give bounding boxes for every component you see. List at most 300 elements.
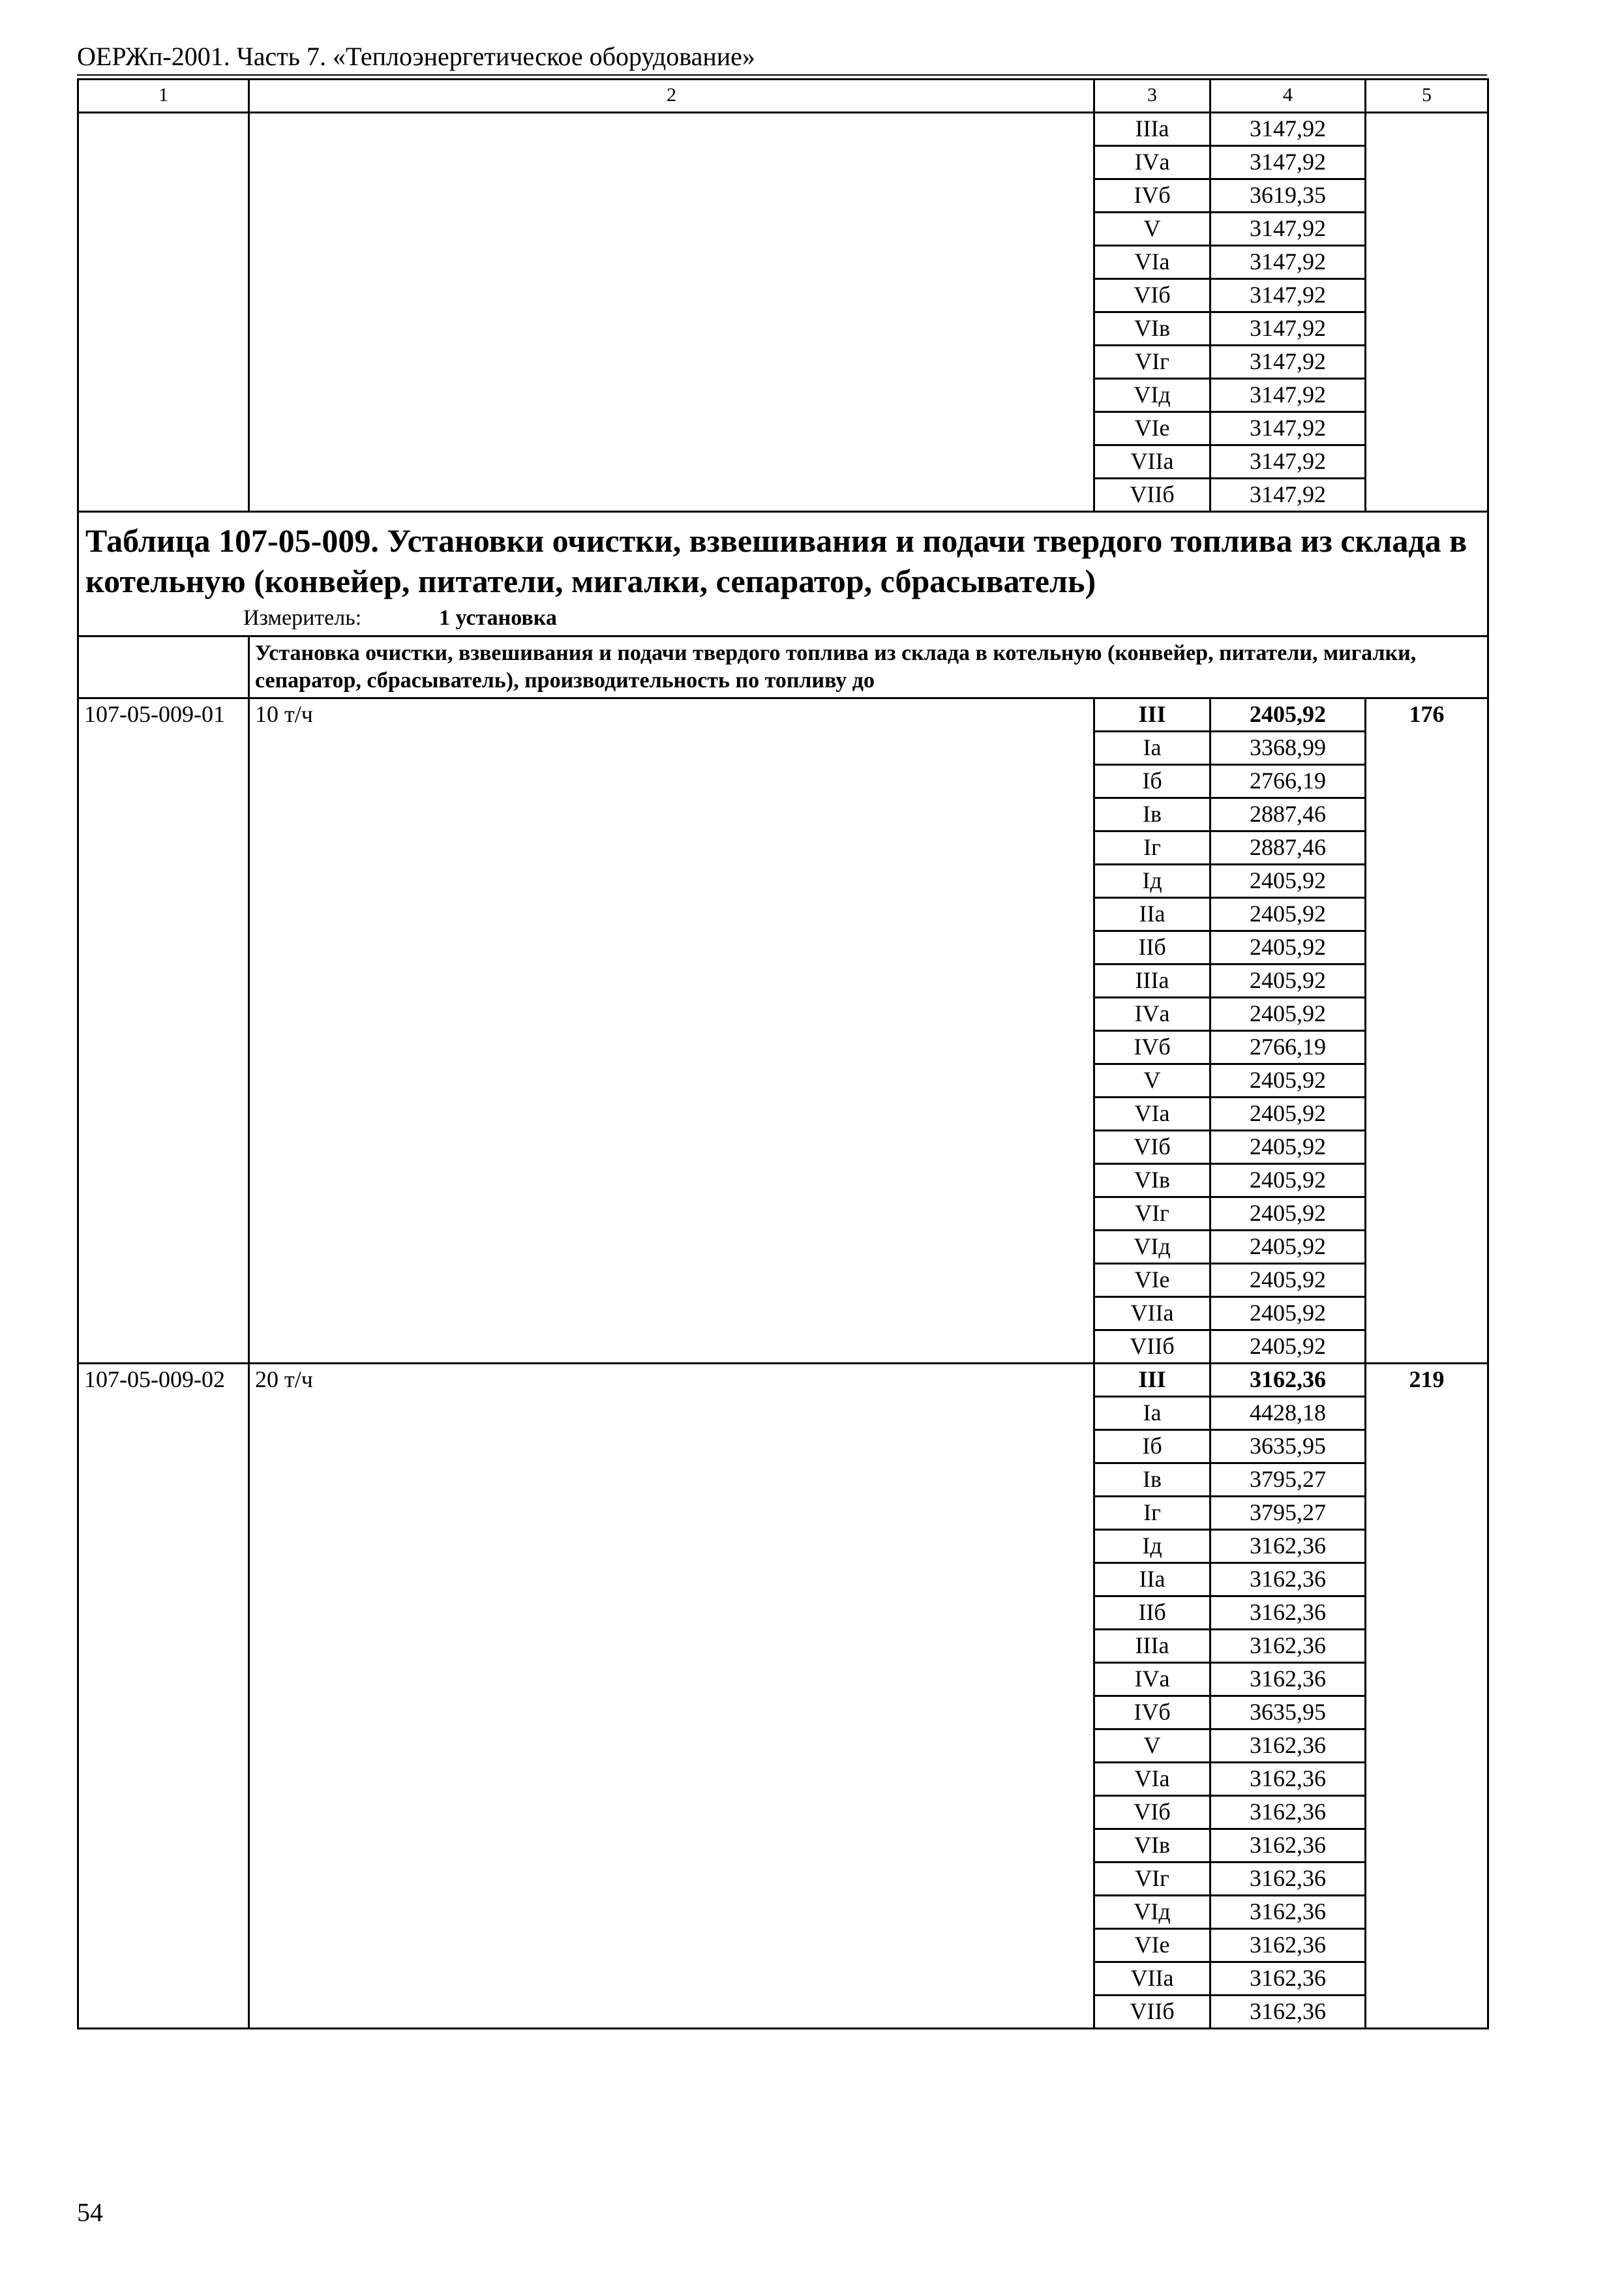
price-cell: 2405,92 xyxy=(1210,1297,1366,1330)
entry-name-cell xyxy=(249,1264,1094,1297)
entry-name-cell xyxy=(249,965,1094,998)
price-cell: 3147,92 xyxy=(1210,445,1366,479)
entry-code-cell xyxy=(78,1729,249,1763)
entry-row xyxy=(78,1197,1488,1231)
price-cell: 2405,92 xyxy=(1210,1131,1366,1164)
continuation-row xyxy=(78,113,1488,146)
continuation-row xyxy=(78,213,1488,246)
meter-label: Измеритель: xyxy=(243,606,362,630)
labor-cell xyxy=(1366,898,1488,931)
price-cell: 3147,92 xyxy=(1210,312,1366,346)
zone-cell: IVб xyxy=(1094,1696,1210,1729)
zone-cell: VIIа xyxy=(1094,1962,1210,1996)
entry-name-cell xyxy=(249,312,1094,346)
zone-cell: VIд xyxy=(1094,1896,1210,1929)
entry-name-cell xyxy=(249,1962,1094,1996)
entry-name-cell xyxy=(249,279,1094,312)
price-table xyxy=(77,78,1489,2029)
entry-code-cell xyxy=(78,213,249,246)
entry-name-cell xyxy=(249,1231,1094,1264)
entry-name-cell xyxy=(249,1763,1094,1796)
entry-row xyxy=(78,1231,1488,1264)
labor-cell xyxy=(1366,965,1488,998)
zone-cell: VIб xyxy=(1094,279,1210,312)
entry-name-cell: 20 т/ч xyxy=(249,1364,1094,1397)
table-title: Таблица 107-05-009. Установки очистки, взвешивания и подачи твердого топлива из склада в котельную (конвейер, питатели, мигалки, сепаратор, сбрасыватель) xyxy=(85,522,1467,599)
continuation-row xyxy=(78,279,1488,312)
labor-cell xyxy=(1366,1962,1488,1996)
zone-cell: VIб xyxy=(1094,1131,1210,1164)
labor-cell xyxy=(1366,1863,1488,1896)
price-cell: 3147,92 xyxy=(1210,346,1366,379)
continuation-row xyxy=(78,412,1488,445)
zone-cell: VIб xyxy=(1094,1796,1210,1829)
entry-name-cell xyxy=(249,1796,1094,1829)
zone-cell: VIе xyxy=(1094,1929,1210,1962)
zone-cell: VIв xyxy=(1094,1164,1210,1197)
labor-cell xyxy=(1366,1929,1488,1962)
price-cell: 3147,92 xyxy=(1210,113,1366,146)
entry-code-cell xyxy=(78,1231,249,1264)
entry-code-cell xyxy=(78,831,249,865)
zone-cell: VIа xyxy=(1094,246,1210,279)
entry-row xyxy=(78,1763,1488,1796)
entry-row xyxy=(78,1996,1488,2029)
entry-name-cell xyxy=(249,1064,1094,1098)
zone-cell: IVа xyxy=(1094,998,1210,1031)
entry-name-cell xyxy=(249,1996,1094,2029)
labor-cell xyxy=(1366,1131,1488,1164)
price-cell: 3147,92 xyxy=(1210,479,1366,512)
entry-code-cell xyxy=(78,146,249,179)
price-cell: 3147,92 xyxy=(1210,412,1366,445)
entry-name-cell xyxy=(249,1031,1094,1064)
entry-name-cell xyxy=(249,246,1094,279)
entry-name-cell xyxy=(249,1829,1094,1863)
labor-cell xyxy=(1366,346,1488,379)
entry-name-cell xyxy=(249,1463,1094,1497)
price-cell: 2405,92 xyxy=(1210,1064,1366,1098)
price-cell: 3162,36 xyxy=(1210,1829,1366,1863)
labor-cell xyxy=(1366,1197,1488,1231)
price-cell: 3162,36 xyxy=(1210,1863,1366,1896)
entry-name-cell xyxy=(249,213,1094,246)
zone-cell: IIб xyxy=(1094,1596,1210,1630)
column-number-row xyxy=(78,80,1488,113)
labor-cell xyxy=(1366,312,1488,346)
price-cell: 3162,36 xyxy=(1210,1929,1366,1962)
price-cell: 2766,19 xyxy=(1210,1031,1366,1064)
zone-cell: VIв xyxy=(1094,312,1210,346)
entry-row xyxy=(78,765,1488,798)
entry-row xyxy=(78,898,1488,931)
entry-code-cell xyxy=(78,1763,249,1796)
entry-name-cell xyxy=(249,1696,1094,1729)
entry-row xyxy=(78,1463,1488,1497)
labor-cell xyxy=(1366,1064,1488,1098)
labor-cell xyxy=(1366,1996,1488,2029)
entry-row xyxy=(78,1430,1488,1463)
labor-cell xyxy=(1366,1430,1488,1463)
entry-name-cell xyxy=(249,1098,1094,1131)
entry-code-cell xyxy=(78,246,249,279)
description-row xyxy=(78,636,1488,698)
labor-cell xyxy=(1366,1596,1488,1630)
zone-cell: VIг xyxy=(1094,346,1210,379)
entry-name-cell xyxy=(249,146,1094,179)
entry-row xyxy=(78,1064,1488,1098)
entry-row xyxy=(78,1164,1488,1197)
price-cell: 2405,92 xyxy=(1210,1098,1366,1131)
price-cell: 3147,92 xyxy=(1210,379,1366,412)
zone-cell: VIIа xyxy=(1094,1297,1210,1330)
entry-name-cell xyxy=(249,412,1094,445)
entry-code-cell xyxy=(78,346,249,379)
price-cell: 3162,36 xyxy=(1210,1962,1366,1996)
entry-row xyxy=(78,1530,1488,1563)
entry-name-cell xyxy=(249,1863,1094,1896)
price-cell: 2405,92 xyxy=(1210,898,1366,931)
labor-cell xyxy=(1366,931,1488,965)
entry-code-cell xyxy=(78,1996,249,2029)
zone-cell: IIа xyxy=(1094,898,1210,931)
labor-cell xyxy=(1366,1031,1488,1064)
labor-cell xyxy=(1366,1264,1488,1297)
entry-name-cell xyxy=(249,798,1094,831)
price-cell: 3795,27 xyxy=(1210,1463,1366,1497)
labor-cell xyxy=(1366,1630,1488,1663)
column-number: 3 xyxy=(1094,80,1210,113)
entry-name-cell xyxy=(249,1297,1094,1330)
labor-cell xyxy=(1366,1796,1488,1829)
entry-code-cell xyxy=(78,1463,249,1497)
price-cell: 3635,95 xyxy=(1210,1696,1366,1729)
zone-cell: Iа xyxy=(1094,732,1210,765)
price-cell: 2887,46 xyxy=(1210,798,1366,831)
price-cell: 3162,36 xyxy=(1210,1896,1366,1929)
labor-cell xyxy=(1366,1164,1488,1197)
price-cell: 3147,92 xyxy=(1210,246,1366,279)
zone-cell: V xyxy=(1094,1729,1210,1763)
entry-name-cell xyxy=(249,1164,1094,1197)
price-cell: 3162,36 xyxy=(1210,1763,1366,1796)
entry-code-cell xyxy=(78,1896,249,1929)
price-cell: 2405,92 xyxy=(1210,1330,1366,1364)
entry-name-cell xyxy=(249,1497,1094,1530)
labor-cell xyxy=(1366,831,1488,865)
entry-row xyxy=(78,1896,1488,1929)
price-cell: 2766,19 xyxy=(1210,765,1366,798)
entry-name-cell xyxy=(249,1929,1094,1962)
entry-name-cell: 10 т/ч xyxy=(249,698,1094,732)
zone-cell: VIв xyxy=(1094,1829,1210,1863)
entry-row xyxy=(78,1330,1488,1364)
zone-cell: IIIа xyxy=(1094,1630,1210,1663)
entry-code-cell xyxy=(78,1098,249,1131)
price-cell: 2405,92 xyxy=(1210,998,1366,1031)
labor-cell xyxy=(1366,179,1488,213)
entry-name-cell xyxy=(249,732,1094,765)
labor-cell xyxy=(1366,1663,1488,1696)
entry-name-cell xyxy=(249,1530,1094,1563)
labor-cell xyxy=(1366,1563,1488,1596)
entry-name-cell xyxy=(249,831,1094,865)
price-cell: 3162,36 xyxy=(1210,1996,1366,2029)
labor-cell xyxy=(1366,1497,1488,1530)
labor-cell xyxy=(1366,1729,1488,1763)
price-cell: 3147,92 xyxy=(1210,213,1366,246)
continuation-row xyxy=(78,479,1488,512)
entry-row xyxy=(78,1929,1488,1962)
entry-code-cell xyxy=(78,1829,249,1863)
description-empty-cell xyxy=(78,636,249,698)
price-cell: 3147,92 xyxy=(1210,279,1366,312)
zone-cell: IVа xyxy=(1094,1663,1210,1696)
price-cell: 3368,99 xyxy=(1210,732,1366,765)
zone-cell: Iг xyxy=(1094,1497,1210,1530)
entry-row xyxy=(78,1630,1488,1663)
zone-cell: VIе xyxy=(1094,1264,1210,1297)
zone-cell: Iд xyxy=(1094,865,1210,898)
price-cell: 2405,92 xyxy=(1210,865,1366,898)
entry-row xyxy=(78,1497,1488,1530)
entry-name-cell xyxy=(249,113,1094,146)
price-cell: 3147,92 xyxy=(1210,146,1366,179)
labor-cell xyxy=(1366,113,1488,146)
labor-cell xyxy=(1366,412,1488,445)
zone-cell: Iа xyxy=(1094,1397,1210,1430)
entry-name-cell xyxy=(249,1131,1094,1164)
entry-code-cell xyxy=(78,1663,249,1696)
entry-code-cell xyxy=(78,1863,249,1896)
header-rule xyxy=(77,74,1487,76)
zone-cell: V xyxy=(1094,213,1210,246)
labor-cell xyxy=(1366,1098,1488,1131)
labor-cell xyxy=(1366,1829,1488,1863)
entry-row xyxy=(78,998,1488,1031)
entry-row xyxy=(78,965,1488,998)
entry-row xyxy=(78,1264,1488,1297)
entry-code-cell xyxy=(78,1497,249,1530)
column-number: 1 xyxy=(78,80,249,113)
labor-cell xyxy=(1366,1463,1488,1497)
price-cell: 2405,92 xyxy=(1210,965,1366,998)
price-cell: 4428,18 xyxy=(1210,1397,1366,1430)
entry-row xyxy=(78,698,1488,732)
table-title-row xyxy=(78,512,1488,636)
entry-code-cell xyxy=(78,1430,249,1463)
page-header: ОЕРЖп-2001. Часть 7. «Теплоэнергетическое оборудование» xyxy=(77,42,755,71)
entry-code-cell xyxy=(78,1197,249,1231)
zone-cell: VIд xyxy=(1094,1231,1210,1264)
price-cell: 2887,46 xyxy=(1210,831,1366,865)
continuation-row xyxy=(78,379,1488,412)
price-cell: 3162,36 xyxy=(1210,1630,1366,1663)
labor-cell xyxy=(1366,765,1488,798)
entry-row xyxy=(78,1696,1488,1729)
entry-code-cell xyxy=(78,1397,249,1430)
labor-cell xyxy=(1366,479,1488,512)
labor-cell xyxy=(1366,445,1488,479)
entry-code-cell xyxy=(78,765,249,798)
entry-name-cell xyxy=(249,379,1094,412)
column-number: 5 xyxy=(1366,80,1488,113)
continuation-row xyxy=(78,179,1488,213)
entry-name-cell xyxy=(249,765,1094,798)
zone-cell: Iд xyxy=(1094,1530,1210,1563)
entry-row xyxy=(78,1663,1488,1696)
entry-row xyxy=(78,1297,1488,1330)
entry-name-cell xyxy=(249,1729,1094,1763)
entry-code-cell xyxy=(78,412,249,445)
entry-code-cell xyxy=(78,1164,249,1197)
price-cell: 3162,36 xyxy=(1210,1796,1366,1829)
table-title-cell xyxy=(78,512,1488,636)
labor-cell xyxy=(1366,146,1488,179)
entry-name-cell xyxy=(249,1330,1094,1364)
entry-code-cell xyxy=(78,1962,249,1996)
entry-row xyxy=(78,1563,1488,1596)
table-description: Установка очистки, взвешивания и подачи твердого топлива из склада в котельную (конвейер, питатели, мигалки, сепаратор, сбрасыватель), производительность по топливу до xyxy=(249,636,1488,698)
labor-cell xyxy=(1366,246,1488,279)
zone-cell: VIг xyxy=(1094,1863,1210,1896)
entry-name-cell xyxy=(249,1596,1094,1630)
entry-code-cell xyxy=(78,1563,249,1596)
entry-code-cell xyxy=(78,1929,249,1962)
price-cell: 3162,36 xyxy=(1210,1530,1366,1563)
price-cell: 3619,35 xyxy=(1210,179,1366,213)
entry-row xyxy=(78,1364,1488,1397)
entry-code-cell xyxy=(78,1630,249,1663)
zone-cell: VIг xyxy=(1094,1197,1210,1231)
zone-cell: VIIб xyxy=(1094,1330,1210,1364)
entry-name-cell xyxy=(249,179,1094,213)
entry-code-cell xyxy=(78,312,249,346)
zone-cell: Iв xyxy=(1094,1463,1210,1497)
entry-code-cell xyxy=(78,479,249,512)
entry-name-cell xyxy=(249,898,1094,931)
entry-code-cell xyxy=(78,898,249,931)
entry-code-cell xyxy=(78,179,249,213)
zone-cell: IVа xyxy=(1094,146,1210,179)
entry-name-cell xyxy=(249,1896,1094,1929)
zone-cell: V xyxy=(1094,1064,1210,1098)
zone-cell: Iв xyxy=(1094,798,1210,831)
continuation-row xyxy=(78,346,1488,379)
zone-cell: IIб xyxy=(1094,931,1210,965)
price-cell: 2405,92 xyxy=(1210,1264,1366,1297)
entry-code-cell: 107-05-009-02 xyxy=(78,1364,249,1397)
labor-cell xyxy=(1366,213,1488,246)
zone-cell: VIд xyxy=(1094,379,1210,412)
zone-cell: Iб xyxy=(1094,1430,1210,1463)
continuation-row xyxy=(78,312,1488,346)
entry-code-cell xyxy=(78,865,249,898)
zone-cell: IIа xyxy=(1094,1563,1210,1596)
column-number: 4 xyxy=(1210,80,1366,113)
labor-cell xyxy=(1366,1231,1488,1264)
price-cell: 2405,92 xyxy=(1210,1231,1366,1264)
labor-cell xyxy=(1366,732,1488,765)
labor-cell xyxy=(1366,798,1488,831)
labor-cell xyxy=(1366,1896,1488,1929)
entry-name-cell xyxy=(249,1397,1094,1430)
entry-name-cell xyxy=(249,998,1094,1031)
column-number: 2 xyxy=(249,80,1094,113)
entry-name-cell xyxy=(249,479,1094,512)
entry-code-cell xyxy=(78,1796,249,1829)
entry-row xyxy=(78,1829,1488,1863)
zone-cell: VIIб xyxy=(1094,479,1210,512)
entry-row xyxy=(78,1962,1488,1996)
entry-code-cell xyxy=(78,931,249,965)
entry-code-cell xyxy=(78,1131,249,1164)
entry-code-cell xyxy=(78,445,249,479)
entry-row xyxy=(78,1863,1488,1896)
price-cell: 2405,92 xyxy=(1210,1164,1366,1197)
entry-code-cell xyxy=(78,1031,249,1064)
labor-cell: 176 xyxy=(1366,698,1488,732)
price-cell: 3162,36 xyxy=(1210,1663,1366,1696)
zone-cell: VIе xyxy=(1094,412,1210,445)
entry-row xyxy=(78,798,1488,831)
entry-code-cell xyxy=(78,1297,249,1330)
zone-cell: VIа xyxy=(1094,1098,1210,1131)
zone-cell: III xyxy=(1094,1364,1210,1397)
entry-code-cell xyxy=(78,379,249,412)
entry-row xyxy=(78,865,1488,898)
labor-cell xyxy=(1366,1530,1488,1563)
price-table-body xyxy=(78,80,1488,2029)
entry-row xyxy=(78,831,1488,865)
entry-row xyxy=(78,1098,1488,1131)
entry-name-cell xyxy=(249,931,1094,965)
zone-cell: IVб xyxy=(1094,179,1210,213)
entry-name-cell xyxy=(249,1563,1094,1596)
price-cell: 2405,92 xyxy=(1210,698,1366,732)
price-cell: 3162,36 xyxy=(1210,1364,1366,1397)
price-cell: 3635,95 xyxy=(1210,1430,1366,1463)
continuation-row xyxy=(78,246,1488,279)
entry-code-cell xyxy=(78,1064,249,1098)
entry-code-cell xyxy=(78,798,249,831)
entry-name-cell xyxy=(249,1663,1094,1696)
zone-cell: IIIа xyxy=(1094,113,1210,146)
labor-cell xyxy=(1366,998,1488,1031)
meter-value: 1 установка xyxy=(439,606,557,630)
entry-code-cell xyxy=(78,965,249,998)
entry-row xyxy=(78,1397,1488,1430)
entry-name-cell xyxy=(249,865,1094,898)
zone-cell: Iг xyxy=(1094,831,1210,865)
entry-code-cell xyxy=(78,1530,249,1563)
entry-name-cell xyxy=(249,445,1094,479)
price-cell: 2405,92 xyxy=(1210,1197,1366,1231)
labor-cell xyxy=(1366,1763,1488,1796)
entry-name-cell xyxy=(249,1430,1094,1463)
entry-code-cell xyxy=(78,1264,249,1297)
continuation-row xyxy=(78,146,1488,179)
entry-row xyxy=(78,1131,1488,1164)
labor-cell xyxy=(1366,865,1488,898)
zone-cell: VIIа xyxy=(1094,445,1210,479)
entry-code-cell xyxy=(78,732,249,765)
entry-code-cell xyxy=(78,1696,249,1729)
zone-cell: III xyxy=(1094,698,1210,732)
continuation-row xyxy=(78,445,1488,479)
entry-code-cell xyxy=(78,998,249,1031)
entry-row xyxy=(78,1796,1488,1829)
